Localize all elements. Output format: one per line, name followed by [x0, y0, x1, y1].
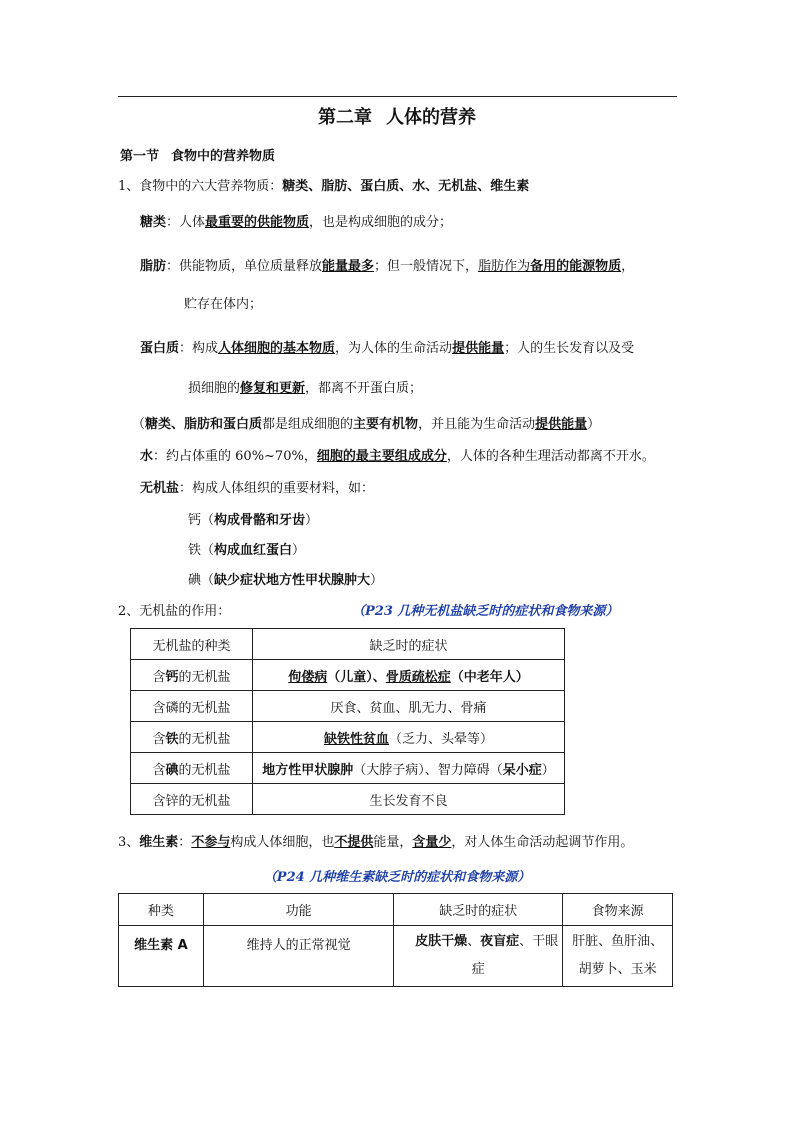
table-row: 含碘的无机盐 地方性甲状腺肿（大脖子病）、智力障碍（呆小症） — [131, 753, 565, 784]
mineral-example-iodine: 碘（缺少症状地方性甲状腺肿大） — [188, 573, 384, 588]
paragraph-mineral-function: 2、无机盐的作用： — [118, 604, 231, 619]
table-row: 含铁的无机盐 缺铁性贫血（乏力、头晕等） — [131, 722, 565, 753]
table1-reference: （P23 几种无机盐缺乏时的症状和食物来源） — [352, 604, 619, 619]
page-title: 第二章 人体的营养 — [318, 107, 476, 128]
table2-reference: （P24 几种维生素缺乏时的症状和食物来源） — [263, 870, 531, 885]
organic-note: （糖类、脂肪和蛋白质都是组成细胞的主要有机物，并且能为生命活动提供能量） — [132, 417, 601, 432]
protein-line: 蛋白质：构成人体细胞的基本物质，为人体的生命活动提供能量；人的生长发育以及受 — [140, 341, 635, 356]
table-header-row: 种类 功能 缺乏时的症状 食物来源 — [119, 894, 673, 926]
table-row: 含磷的无机盐 厌食、贫血、肌无力、骨痛 — [131, 691, 565, 722]
paragraph-vitamins: 3、维生素：不参与构成人体细胞，也不提供能量，含量少，对人体生命活动起调节作用。 — [118, 835, 634, 850]
protein-line-cont: 损细胞的修复和更新，都离不开蛋白质； — [188, 381, 423, 396]
table-row: 含钙的无机盐 佝偻病（儿童）、骨质疏松症（中老年人） — [131, 660, 565, 691]
mineral-deficiency-table — [130, 628, 565, 815]
table-row: 维生素 A 维持人的正常视觉 皮肤干燥、夜盲症、干眼 症 肝脏、鱼肝油、 胡萝卜、玉米 — [119, 926, 673, 987]
table-header-row: 无机盐的种类 缺乏时的症状 — [131, 629, 565, 660]
water-line: 水：约占体重的 60%~70%，细胞的最主要组成成分，人体的各种生理活动都离不开水。 — [140, 449, 655, 464]
paragraph-six-nutrients: 1、食物中的六大营养物质：糖类、脂肪、蛋白质、水、无机盐、维生素 — [118, 179, 530, 194]
section-heading: 第一节 食物中的营养物质 — [120, 149, 276, 164]
vitamin-deficiency-table — [118, 893, 673, 987]
fat-line-cont: 贮存在体内； — [184, 297, 263, 312]
table-row: 含锌的无机盐 生长发育不良 — [131, 784, 565, 815]
mineral-example-calcium: 钙（构成骨骼和牙齿） — [188, 513, 319, 528]
sugar-line: 糖类：人体最重要的供能物质，也是构成细胞的成分； — [140, 215, 453, 230]
mineral-line: 无机盐：构成人体组织的重要材料，如： — [140, 481, 375, 496]
header-rule — [118, 96, 677, 97]
fat-line: 脂肪：供能物质，单位质量释放能量最多；但一般情况下，脂肪作为备用的能源物质， — [140, 259, 635, 274]
mineral-example-iron: 铁（构成血红蛋白） — [188, 543, 306, 558]
